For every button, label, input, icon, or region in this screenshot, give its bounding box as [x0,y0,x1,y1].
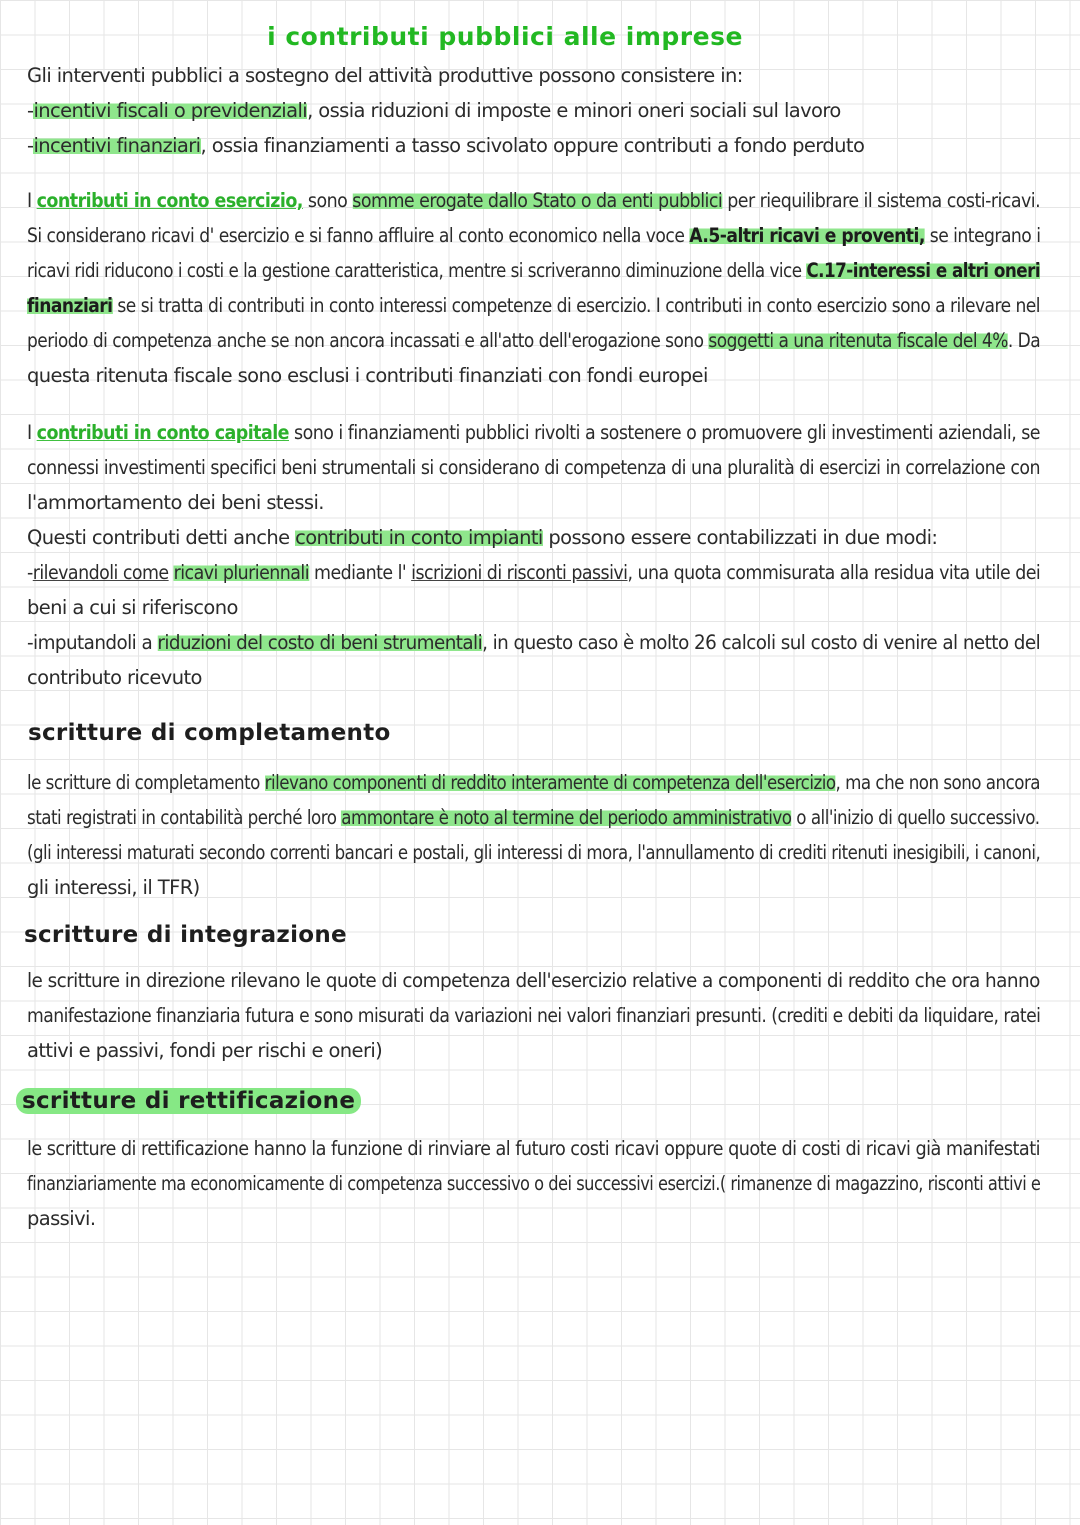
esercizio-line-1 [27,189,1040,212]
text: se si tratta di contributi in conto interessi competenze di esercizio. I contributi in conto esercizio sono a rilevare nel [112,294,1041,317]
highlight-componenti-reddito: rilevano componenti di reddito interamente di competenza dell'esercizio [264,771,836,794]
highlight-ammontare: ammontare è noto al termine del periodo amministrativo [341,806,792,829]
text: stati registrati in contabilità perché loro [27,806,342,829]
text: - [27,561,33,584]
text: , una quota commisurata alla residua vita utile dei [627,561,1041,584]
highlight-conto-impianti: contributi in conto impianti [295,526,543,549]
text: Questi contributi detti anche [27,526,296,549]
highlight-voce-c17: C.17-interessi e altri oneri [806,259,1041,282]
capitale-line-5 [27,561,1040,584]
capitale-line-3: l'ammortamento dei beni stessi. [27,491,324,514]
highlight-ricavi-pluriennali: ricavi pluriennali [173,561,310,584]
text: I [27,421,37,444]
text: possono essere contabilizzati in due modi: [542,526,938,549]
completamento-line-3: (gli interessi maturati secondo correnti bancari e postali, gli interessi di mora, l'annullamento di crediti ritenuti inesigibili, i canoni, [27,841,1041,864]
text: sono i finanziamenti pubblici rivolti a sostenere o promuovere gli investimenti aziendali, se [288,421,1041,444]
page-title: i contributi pubblici alle imprese [267,22,743,51]
text: , ossia riduzioni di imposte e minori oneri sociali sul lavoro [307,99,841,122]
heading-rettificazione: scritture di rettificazione [16,1088,361,1114]
capitale-line-7 [27,631,1040,654]
highlight-finanziari: finanziari [27,294,113,317]
esercizio-line-4 [27,294,1040,317]
text: mediante l' [309,561,412,584]
text: , ossia finanziamenti a tasso scivolato oppure contributi a fondo perduto [200,134,865,157]
capitale-line-4 [27,526,937,549]
esercizio-line-2 [27,224,1040,247]
esercizio-line-5 [27,329,1040,352]
capitale-line-2: connessi investimenti specifici beni strumentali si considerano di competenza di una pluralità di esercizi in correlazione con [27,456,1041,479]
highlight-ritenuta: soggetti a una ritenuta fiscale del 4% [708,329,1008,352]
rettificazione-line-3: passivi. [27,1207,96,1230]
integrazione-line-1: le scritture in direzione rilevano le quote di competenza dell'esercizio relative a componenti di reddito che ora hanno [27,969,1040,992]
rettificazione-line-2: finanziariamente ma economicamente di competenza successivo o dei successivi esercizi.( rimanenze di magazzino, risconti attivi e [27,1172,1041,1195]
text: periodo di competenza anche se non ancora incassati e all'atto dell'erogazione sono [27,329,709,352]
text: I [27,189,37,212]
capitale-line-1 [27,421,1040,444]
highlight-incentivi-fiscali: incentivi fiscali o previdenziali [33,99,308,122]
text: o all'inizio di quello successivo. [791,806,1040,829]
bullet-dash: - [27,99,34,122]
integrazione-line-3: attivi e passivi, fondi per rischi e oneri) [27,1039,383,1062]
text: , ma che non sono ancora [835,771,1041,794]
text: per riequilibrare il sistema costi-ricavi. [722,189,1041,212]
text: Si considerano ricavi d' esercizio e si fanno affluire al conto economico nella voce [27,224,690,247]
text: le scritture di completamento [27,771,265,794]
highlight-somme-erogate: somme erogate dallo Stato o da enti pubblici [352,189,723,212]
completamento-line-4: gli interessi, il TFR) [27,876,200,899]
intro-item-finanziari [27,134,864,157]
bullet-dash: - [27,134,34,157]
text: ricavi ridi riducono i costi e la gestione caratteristica, mentre si scriveranno diminuzione della vice [27,259,807,282]
esercizio-line-3 [27,259,1040,282]
term-conto-esercizio: contributi in conto esercizio, [36,189,303,212]
heading-completamento: scritture di completamento [28,720,391,746]
intro-line: Gli interventi pubblici a sostegno del attività produttive possono consistere in: [27,64,743,87]
integrazione-line-2: manifestazione finanziaria futura e sono misurati da variazioni nei valori finanziari presunti. (crediti e debiti da liquidare, ratei [27,1004,1041,1027]
term-conto-capitale: contributi in conto capitale [36,421,289,444]
intro-item-fiscali [27,99,841,122]
esercizio-line-6: questa ritenuta fiscale sono esclusi i contributi finanziati con fondi europei [27,364,708,387]
completamento-line-2 [27,806,1040,829]
highlight-riduzioni-costo: riduzioni del costo di beni strumentali [157,631,483,654]
heading-integrazione: scritture di integrazione [24,922,347,948]
underline-risconti: iscrizioni di risconti passivi [411,561,628,584]
capitale-line-6: beni a cui si riferiscono [27,596,238,619]
underline-rilevandoli: rilevandoli come [32,561,169,584]
text: . Da [1007,329,1041,352]
rettificazione-line-1: le scritture di rettificazione hanno la funzione di rinviare al futuro costi ricavi oppure quote di costi di ricavi già manifestati [27,1137,1040,1160]
highlight-incentivi-finanziari: incentivi finanziari [33,134,201,157]
completamento-line-1 [27,771,1040,794]
text: se integrano i [924,224,1041,247]
text: , in questo caso è molto 26 calcoli sul costo di venire al netto del [482,631,1041,654]
highlight-voce-a5: A.5-altri ricavi e proventi, [689,224,925,247]
text: -imputandoli a [27,631,158,654]
text: sono [302,189,353,212]
capitale-line-8: contributo ricevuto [27,666,202,689]
